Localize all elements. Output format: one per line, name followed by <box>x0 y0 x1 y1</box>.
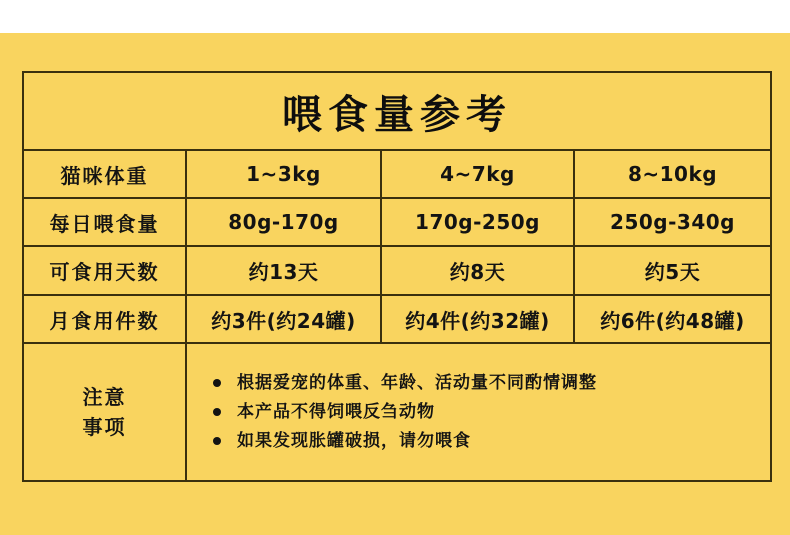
notes-content <box>186 343 771 481</box>
cell-days-small: 约13天 <box>186 246 381 295</box>
cell-daily-large: 250g-340g <box>574 198 771 246</box>
note-item-text: 本产品不得饲喂反刍动物 <box>237 401 435 422</box>
cell-weight-large: 8~10kg <box>574 150 771 198</box>
cell-pieces-medium: 约4件(约32罐) <box>381 295 574 343</box>
bullet-icon <box>213 408 221 416</box>
cell-days-large: 约5天 <box>574 246 771 295</box>
note-item-text: 如果发现胀罐破损，请勿喂食 <box>237 430 471 451</box>
cell-pieces-large: 约6件(约48罐) <box>574 295 771 343</box>
table-row-notes <box>23 343 771 481</box>
row-label-monthly-pieces: 月食用件数 <box>23 295 186 343</box>
note-item-damaged-can <box>213 427 770 456</box>
row-label-cat-weight: 猫咪体重 <box>23 150 186 198</box>
cell-weight-medium: 4~7kg <box>381 150 574 198</box>
cell-pieces-small: 约3件(约24罐) <box>186 295 381 343</box>
cell-daily-small: 80g-170g <box>186 198 381 246</box>
feeding-reference-table <box>22 71 772 482</box>
table-row-daily-amount <box>23 198 771 246</box>
note-item-text: 根据爱宠的体重、年龄、活动量不同酌情调整 <box>237 372 597 393</box>
notes-label-line1: 注意 <box>82 385 127 409</box>
row-label-daily-amount: 每日喂食量 <box>23 198 186 246</box>
cell-weight-small: 1~3kg <box>186 150 381 198</box>
note-item-ruminants <box>213 398 770 427</box>
title-row <box>23 72 771 150</box>
notes-list <box>213 369 770 456</box>
bullet-icon <box>213 379 221 387</box>
row-label-edible-days: 可食用天数 <box>23 246 186 295</box>
table-row-cat-weight <box>23 150 771 198</box>
cell-daily-medium: 170g-250g <box>381 198 574 246</box>
note-item-adjust <box>213 369 770 398</box>
cell-days-medium: 约8天 <box>381 246 574 295</box>
table-row-edible-days <box>23 246 771 295</box>
table-row-monthly-pieces <box>23 295 771 343</box>
table-title: 喂食量参考 <box>23 72 771 150</box>
notes-label <box>23 343 186 481</box>
bullet-icon <box>213 437 221 445</box>
notes-label-line2: 事项 <box>82 415 127 439</box>
